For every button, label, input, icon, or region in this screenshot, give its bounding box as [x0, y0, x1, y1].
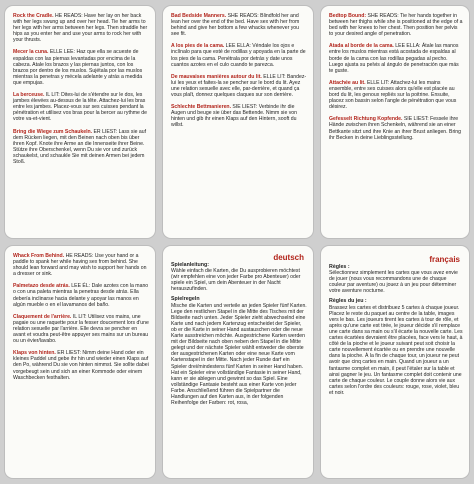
card-section	[13, 283, 149, 307]
card-section	[13, 253, 149, 277]
rules-title: Spielanleitung:	[171, 262, 209, 268]
card-section	[171, 74, 307, 98]
card-section	[171, 104, 307, 128]
card-content	[171, 262, 307, 472]
section-text: SHE READS: Blindfold her and lean her over the end of the bed. Have sex with her from behind and give her bottom a few whacks whenever you see fit.	[171, 13, 300, 38]
language-label: deutsch	[273, 253, 304, 262]
card-rules-francais	[321, 246, 469, 478]
section-title: Bedtop Bound:	[329, 13, 367, 19]
section-text: LEE ELLA: Átale las manos entre los muslos mientras está acostada de espaldas al borde de la cama con las rodillas pegadas al pecho. Luego ajusta su pelvis al ángulo de penetración que más te guste.	[329, 43, 459, 74]
card-section	[13, 49, 149, 86]
section-title: Mecer la cuna.	[13, 49, 49, 56]
section-text: IL LIT: Utilisez vos mains, une pagaie ou une raquette pour la fesser doucement lors d'une relation sexuelle par l'arrière. Elle devra se pencher en avant et voudra peut-être appuyer ses mains sur un bureau ou un évier/lavabo.	[13, 313, 149, 345]
section-text: ER LIEST: Lass sie auf dem Rücken liegen, mit den Beinen nach oben bis über ihren Kopf. Knote ihre Arme an die Innenseite ihrer Beine. Stütze ihre Oberschenkel, wenn Du sie vor und zurück schaukelst, und schaukle Sie mit deinen Armen bei jedem Stoß.	[13, 128, 147, 165]
card-section	[171, 13, 307, 37]
card-bad-bedside-manners	[163, 6, 313, 238]
rules-text: Wähle einfach die Karten, die Du ausprobieren möchtest (wir empfehlen eine von jeder Farbe pro Abenteuer) oder spiele ein Spiel, um dein Abenteuer in der Nacht herauszufinden.	[171, 268, 301, 293]
rules-title: Spielregeln	[171, 296, 200, 303]
card-section	[329, 43, 463, 73]
rules-title: Règles du jeu :	[329, 298, 367, 305]
card-section	[329, 116, 463, 140]
rules-text: Brassez les cartes et distribuez 5 cartes à chaque joueur. Placez le reste du paquet au centre de la table, images vers le bas. Les joueurs tirent les cartes à tour de rôle, et après qu'une carte est tirée, le joueur décide s'il remplace une carte dans sa main ou s'il écarte la nouvelle carte. Les cartes écartées devraient être placées, face vers le haut, à côté de la pioche et le joueur suivant peut soit choisir la carte nouvellement écartée ou en prendre une nouvelle dans la pioche. À la fin de chaque tour, un joueur ne peut avoir que cinq cartes en main. Quand un joueur a un fantasme complet en main, il peut l'étaler sur la table et ainsi gagner le jeu. Un fantasme complet doit contenir une carte de chaque couleur. Le couple donne alors vie aux cartes selon l'ordre des couleurs: rouge, rose, violet, bleu et noir.	[329, 304, 463, 396]
card-bedtop-bound	[321, 6, 469, 238]
rules-text: Mische die Karten und verteile an jeden Spieler fünf Karten. Lege den restlichen Stapel in die Mitte des Tisches mit der Bildseite nach unten. Jeder Spieler zieht abwechselnd eine Karte und nach jedem Kartenzug entscheidet der Spieler, ob er die Karte in seiner Hand austauschen oder die neue Karte ausstreichen möchte. Ausgestrichene Karten werden mit der Bildseite nach oben neben den Stapel in die Mitte gelegt und der nächste Spieler wählt entweder die oberste der ausgestrichenen Karten oder eine neue Karte vom Kartenstapel in der Mitte. Nach jeder Runde darf ein Spieler drei/mindestens fünf Karten in seiner Hand haben. Hat ein Spieler eine vollständige Fantasie in seiner Hand, kann er sie ablegen und gewinnt so das Spiel. Eine vollständige Fantasie besteht aus einer Karte von jeder Farbe. Anschließend führen die Spielpartner die Handlungen auf den Karten aus, in der folgenden Reihenfolge der Farben: rot, rosa,	[171, 302, 307, 407]
section-text: HE READS: Have her lay on her back with her legs swung up and over her head. Tie her arms to her legs with her arms between her legs. Then straddle her hips as you enter her and use your arms to rock her with your thrusts.	[13, 13, 148, 44]
card-rock-the-cradle	[5, 6, 155, 238]
section-title: Bad Bedside Manners.	[171, 13, 227, 19]
card-content	[13, 13, 149, 232]
section-text: IL LIT: Dites-lui de s'étendre sur le dos, les jambes élevées au-dessus de la tête. Attachez-lui les bras entre les jambes. Placez-vous sur ses cuisses pendant la pénétration et utilisez vos bras pour la bercer au rythme de votre va-et-vient.	[13, 92, 148, 123]
section-title: Bring die Wiege zum Schaukeln.	[13, 128, 93, 135]
card-content	[13, 253, 149, 472]
section-text: ER LIEST: Nimm deine Hand oder ein kleines Paddel und gebe ihr hin und wieder einen Klaps auf den Po, während Du sie von hinten nimmst. Sie sollte dabei vorgebeugt sein und sich an einer Kommode oder einem Waschbecken festhalten.	[13, 350, 149, 381]
rules-text: Sélectionnez simplement les cartes que vous avez envie de jouer (nous vous recommandons une de chaque couleur par aventure) ou jouez à un jeu pour déterminer votre aventure nocturne.	[329, 270, 458, 295]
section-title: Claquement de l'arrière.	[13, 313, 72, 320]
card-section	[13, 13, 149, 43]
section-title: Attachée au lit.	[329, 79, 366, 86]
section-title: Gefesselt Richtung Kopfende.	[329, 116, 403, 123]
section-text: LEE ELLA: Véndale los ojos e inclínalo para que esté de rodillas y apoyada en la parte de los pies de la cama. Penétrala por detrás y date unos cuantos azotes en el culo cuando te parezca.	[171, 43, 306, 68]
section-title: De mauvaises manières autour du lit.	[171, 73, 262, 80]
section-text: SHE READS: Tie her hands together in between her thighs while she is positioned at the edge of a bed with her knees to her chest. Then position her pelvis to your desired angle of penetration.	[329, 13, 463, 38]
section-text: SIE LIEST: Verbinde ihr die Augen und beuge sie über das Bettende. Nimm sie von hinten und gib ihr einen Klaps auf den Hintern, sooft du willst.	[171, 104, 298, 129]
card-section	[329, 80, 463, 110]
card-content	[329, 264, 463, 472]
section-text: ELLE LIT: Attachez-lui les mains ensemble, entre ses cuisses alors qu'elle est placée au bord du lit, les genoux repliés sur la poitrine. Ensuite, placez son bassin selon l'angle de pénétration que vous désirez.	[329, 79, 457, 111]
card-content	[171, 13, 307, 232]
section-text: LEE ÉL: Dale azotes con la mano o con una paleta mientras la penetras desde atrás. Ella debería inclinarse hacia delante y apoyar las manos en algún mueble o en el lavamanos del baño.	[13, 283, 149, 308]
section-title: La berceuse.	[13, 92, 45, 99]
section-title: Whack From Behind.	[13, 253, 65, 259]
card-content	[329, 13, 463, 232]
card-whack-from-behind	[5, 246, 155, 478]
section-title: Klaps von hinten.	[13, 350, 56, 357]
card-section	[13, 129, 149, 166]
card-section	[13, 350, 149, 380]
section-title: Atada al borde de la cama.	[329, 43, 394, 50]
section-title: Rock the Cradle.	[13, 13, 54, 19]
card-section	[13, 314, 149, 344]
language-label: français	[429, 255, 460, 264]
card-rules-deutsch	[163, 246, 313, 478]
card-section	[329, 13, 463, 37]
section-text: HE READS: Use your hand or a paddle to spank her while having sex from behind. She should lean forward and may wish to support her hands on a dresser or sink.	[13, 253, 147, 278]
card-section	[13, 92, 149, 122]
section-title: A los pies de la cama.	[171, 43, 225, 50]
card-section	[171, 43, 307, 67]
rules-title: Règles :	[329, 264, 350, 270]
section-text: ELLE LEE: Haz que ella se acueste de espaldas con las piernas levantadas por encima de la cabeza. Atale los brazos y las piernas juntos, con los brazos por dentro de los muslos. Sujétala por las muslos mientras la penetras y mécela adelante y atrás a medida que empujas.	[13, 49, 143, 86]
section-text: ELLE LIT: Bandez-lui les yeux et faites-la se pencher sur le bord du lit. Ayez une relation sexuelle avec elle, par-derrière, et quand ça vous plaît, donnez quelques claques sur son derrière.	[171, 73, 307, 99]
section-text: SIE LIEST: Fessele ihre Hände zwischen ihren Schenkeln, während sie an einer Bettkante sitzt und ihre Knie an ihrer Brust anliegen. Bring ihr Becken in deine Lieblingsstellung.	[329, 116, 462, 141]
section-title: Schlechte Bettmanieren.	[171, 104, 231, 111]
section-title: Palmetazo desde atrás.	[13, 283, 70, 290]
